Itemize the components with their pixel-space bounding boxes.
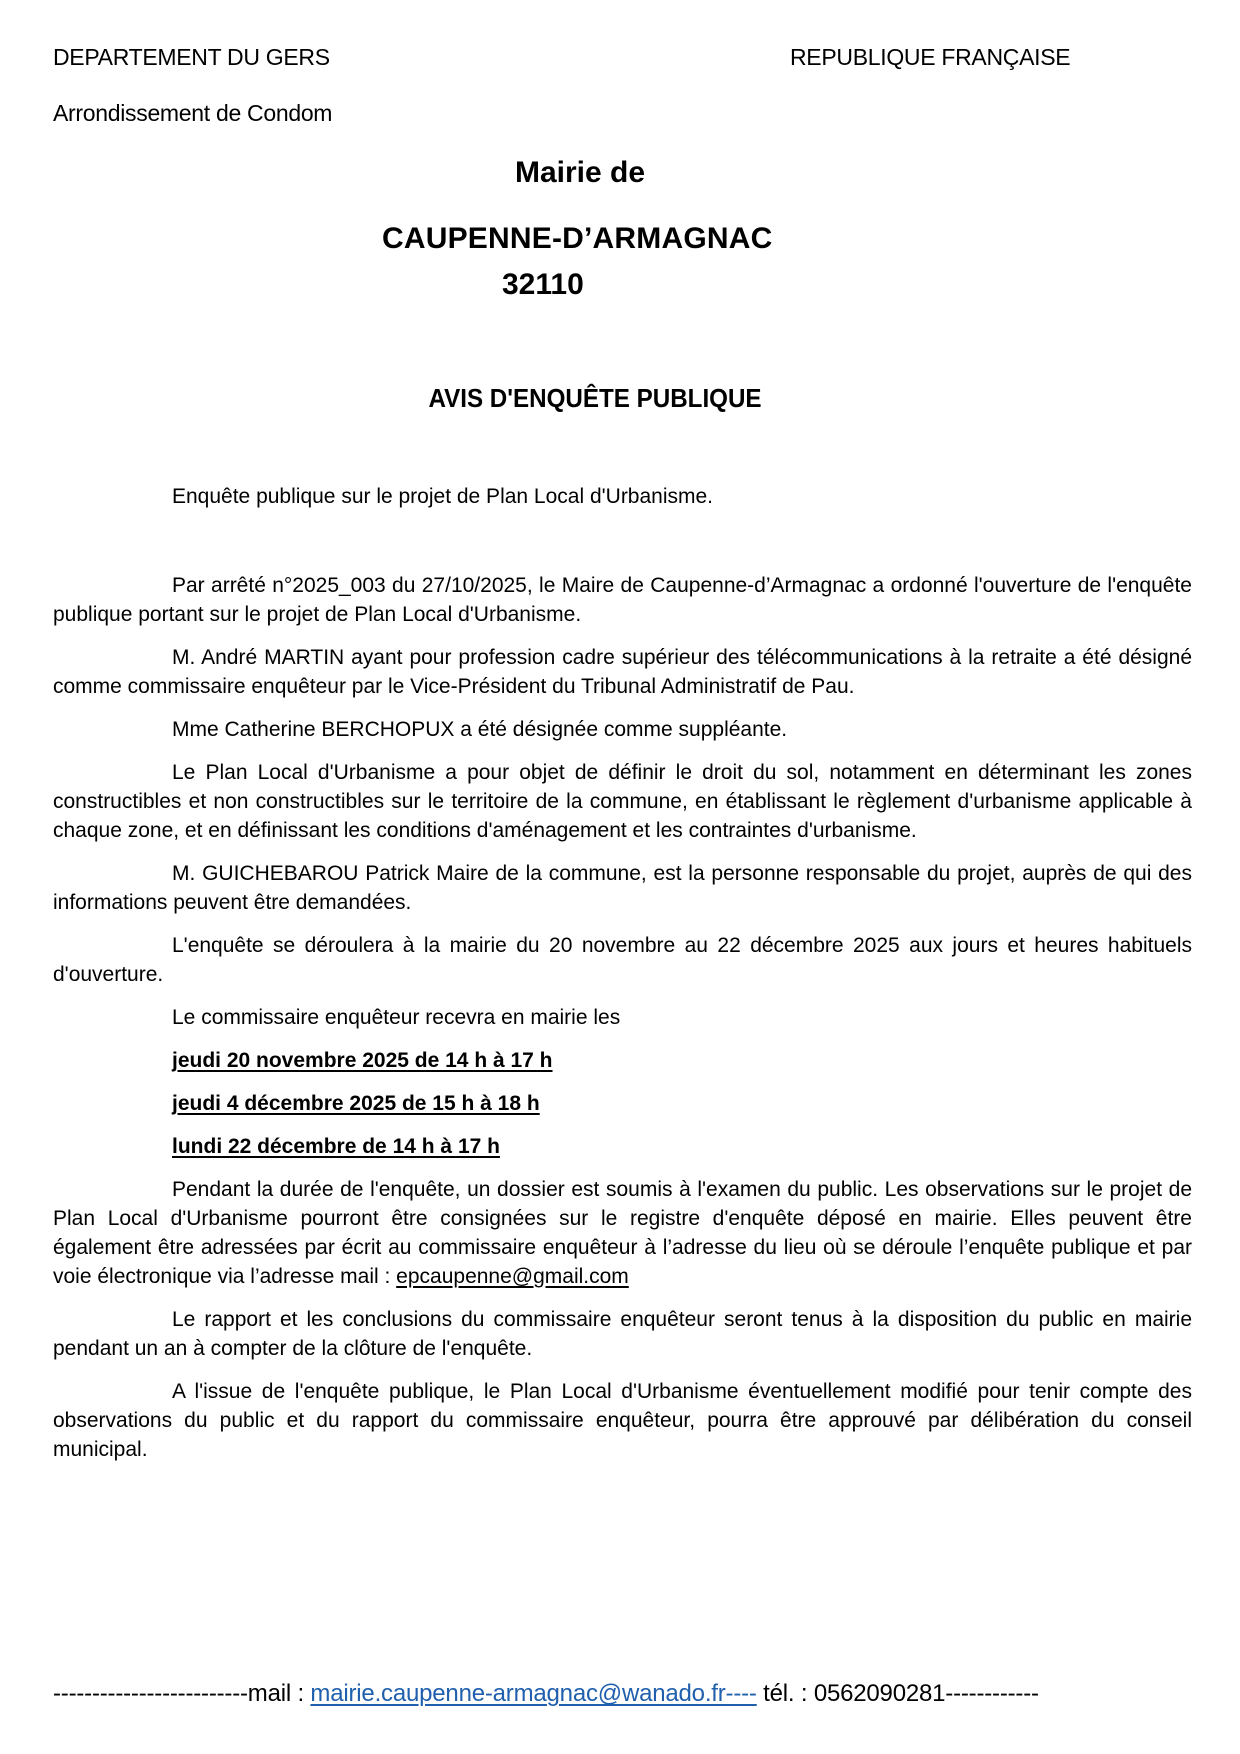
- paragraph-suppleante: Mme Catherine BERCHOPUX a été désignée comme suppléante.: [172, 718, 788, 741]
- notice-title: AVIS D'ENQUÊTE PUBLIQUE: [428, 383, 762, 413]
- department-label: DEPARTEMENT DU GERS: [53, 44, 330, 70]
- schedule-item: lundi 22 décembre de 14 h à 17 h: [172, 1135, 500, 1158]
- paragraph-observations: [53, 1175, 1192, 1291]
- footer-prefix: -------------------------mail :: [53, 1680, 311, 1707]
- paragraph-rapport: Le rapport et les conclusions du commissaire enquêteur seront tenus à la disposition du public en mairie pendant un an à compter de la clôture de l'enquête.: [53, 1308, 1192, 1360]
- footer-phone: 0562090281: [813, 1680, 946, 1707]
- schedule-item: jeudi 4 décembre 2025 de 15 h à 18 h: [172, 1092, 540, 1115]
- arrondissement-label: Arrondissement de Condom: [53, 100, 333, 126]
- footer-phone-label: tél. :: [756, 1680, 814, 1707]
- paragraph-dates: L'enquête se déroulera à la mairie du 20 novembre au 22 décembre 2025 aux jours et heures habituels d'ouverture.: [53, 934, 1192, 986]
- paragraph-commissaire: M. André MARTIN ayant pour profession cadre supérieur des télécommunications à la retraite a été désigné comme commissaire enquêteur par le Vice-Président du Tribunal Administratif de Pau.: [53, 646, 1192, 698]
- republic-label: REPUBLIQUE FRANÇAISE: [790, 44, 1071, 70]
- mairie-email-link[interactable]: mairie.caupenne-armagnac@wanado.fr----: [310, 1680, 757, 1707]
- intro-paragraph: Enquête publique sur le projet de Plan Local d'Urbanisme.: [172, 485, 714, 508]
- schedule-item: jeudi 20 novembre 2025 de 14 h à 17 h: [172, 1049, 553, 1072]
- footer-contact: [53, 1680, 1039, 1708]
- observations-text: Pendant la durée de l'enquête, un dossier est soumis à l'examen du public. Les observations sur le projet de Plan Local d'Urbanisme pourront être consignées sur le registre d'enquête déposé en mairie. Elles peuvent être également être adressées par écrit au commissaire enquêteur à l’adresse du lieu où se déroule l’enquête publique et par voie électronique via l’adresse mail :: [53, 1178, 1192, 1288]
- mairie-heading: Mairie de: [515, 156, 646, 189]
- paragraph-responsable: M. GUICHEBAROU Patrick Maire de la commune, est la personne responsable du projet, auprès de qui des informations peuvent être demandées.: [53, 862, 1192, 914]
- paragraph-approbation: A l'issue de l'enquête publique, le Plan Local d'Urbanisme éventuellement modifié pour tenir compte des observations du public et du rapport du commissaire enquêteur, pourra être approuvé par délibération du conseil municipal.: [53, 1380, 1192, 1461]
- postal-code: 32110: [502, 268, 584, 301]
- paragraph-arrete: Par arrêté n°2025_003 du 27/10/2025, le Maire de Caupenne-d’Armagnac a ordonné l'ouverture de l'enquête publique portant sur le projet de Plan Local d'Urbanisme.: [53, 574, 1192, 626]
- paragraph-plu-objet: Le Plan Local d'Urbanisme a pour objet de définir le droit du sol, notamment en déterminant les zones constructibles et non constructibles sur le territoire de la commune, en établissant le règlement d'urbanisme applicable à chaque zone, et en définissant les conditions d'aménagement et les contraintes d'urbanisme.: [53, 761, 1192, 842]
- inquiry-email-link[interactable]: epcaupenne@gmail.com: [396, 1265, 629, 1288]
- commune-name: CAUPENNE-D’ARMAGNAC: [382, 222, 773, 255]
- footer-suffix: ------------: [945, 1680, 1039, 1707]
- notice-body: [53, 482, 1192, 1464]
- paragraph-permanences: Le commissaire enquêteur recevra en mairie les: [172, 1006, 621, 1029]
